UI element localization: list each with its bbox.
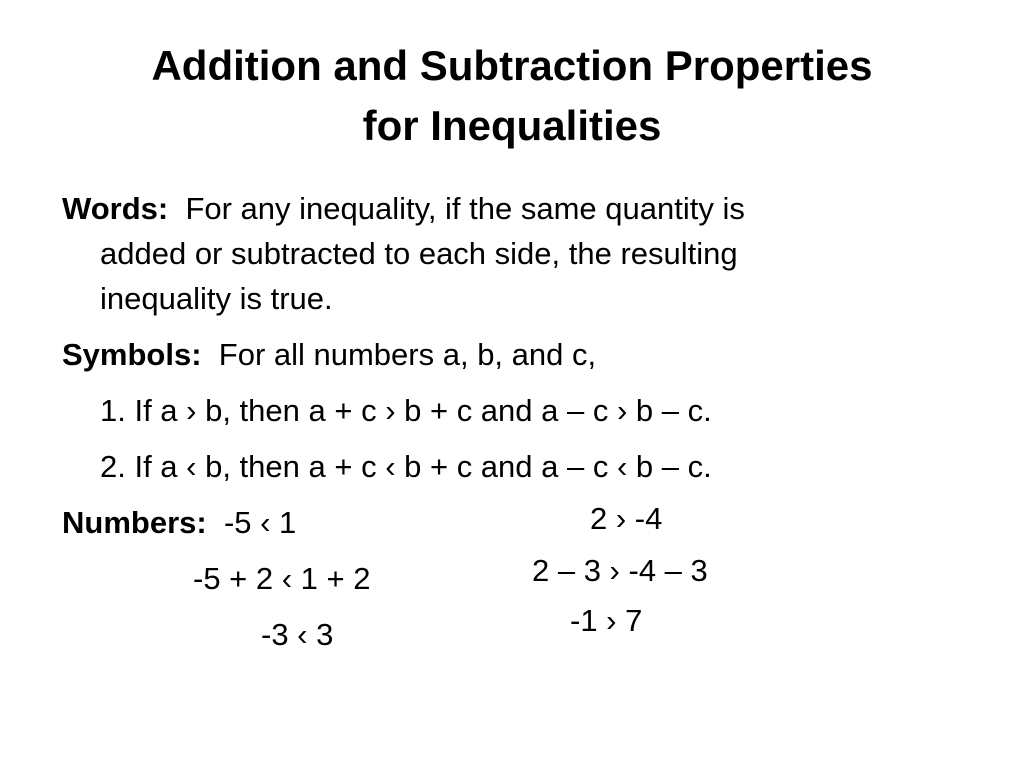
slide-title (40, 36, 984, 156)
symbols-rule-2: 2. If a ‹ b, then a + c ‹ b + c and a – c ‹ b – c. (100, 449, 712, 484)
words-label: Words: (62, 191, 169, 226)
words-text-line-1: For any inequality, if the same quantity is (185, 191, 745, 226)
words-text-line-2: added or subtracted to each side, the resulting (100, 236, 738, 271)
title-line-1: Addition and Subtraction Properties (151, 42, 873, 89)
numbers-right-example-2: 2 – 3 › -4 – 3 (532, 553, 708, 588)
numbers-section (62, 500, 296, 545)
symbols-section (62, 332, 962, 377)
numbers-label: Numbers: (62, 505, 207, 540)
numbers-left-example-3: -3 ‹ 3 (261, 617, 334, 652)
title-line-2: for Inequalities (362, 102, 662, 149)
words-section (62, 186, 962, 321)
numbers-left-example-2: -5 + 2 ‹ 1 + 2 (193, 561, 371, 596)
symbols-rule-1: 1. If a › b, then a + c › b + c and a – c › b – c. (100, 393, 712, 428)
symbols-label: Symbols: (62, 337, 202, 372)
numbers-right-example-3: -1 › 7 (570, 603, 643, 638)
symbols-text: For all numbers a, b, and c, (218, 337, 597, 372)
numbers-right-example-1: 2 › -4 (590, 501, 663, 536)
words-text-line-3: inequality is true. (100, 281, 333, 316)
numbers-left-example-1: -5 ‹ 1 (223, 505, 297, 540)
